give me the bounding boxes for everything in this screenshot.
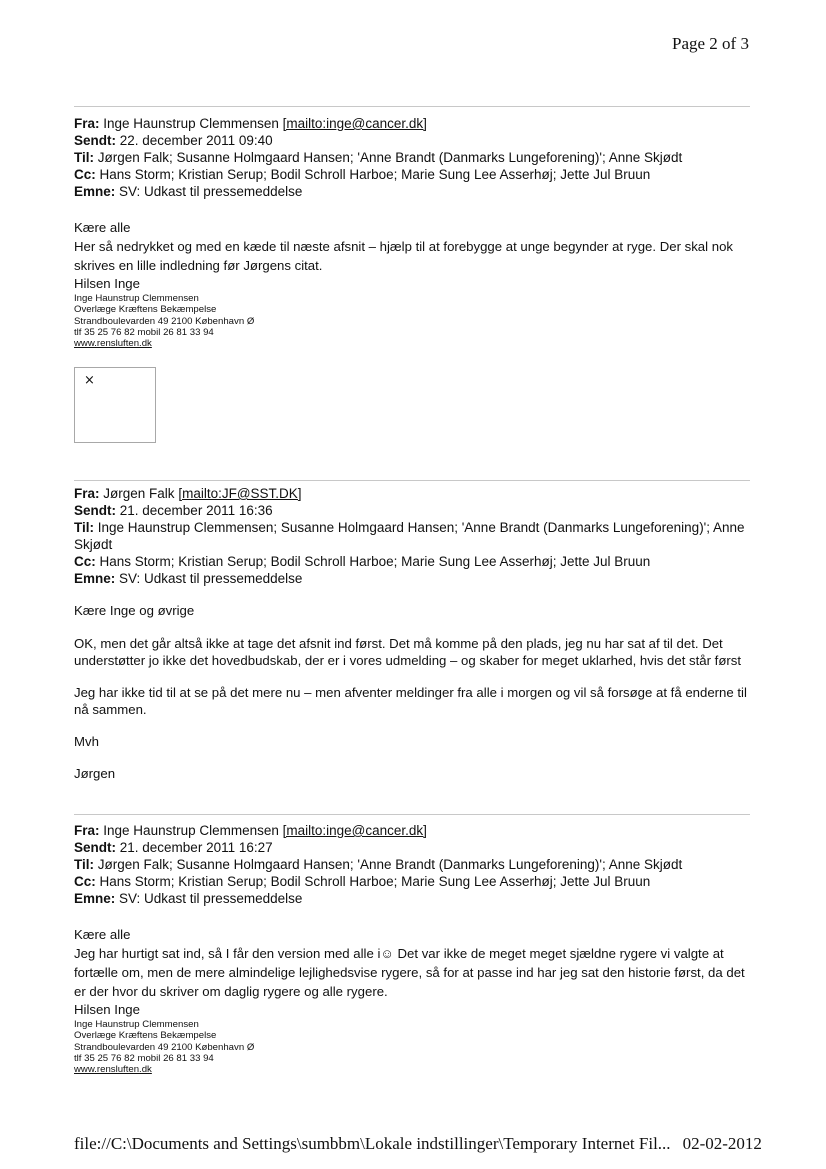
email-separator <box>74 814 750 815</box>
sender-name: Jørgen <box>74 766 116 781</box>
from-value: Inge Haunstrup Clemmensen <box>103 116 279 131</box>
to-line <box>74 149 754 166</box>
from-label: Fra: <box>74 116 100 131</box>
to-value: Jørgen Falk; Susanne Holmgaard Hansen; 'Anne Brandt (Danmarks Lungeforening)'; Anne Skjødt <box>97 150 683 165</box>
signature-web-link[interactable]: www.rensluften.dk <box>74 1064 152 1076</box>
from-value: Jørgen Falk <box>103 486 175 501</box>
from-mailto-link[interactable]: [mailto:inge@cancer.dk] <box>282 823 427 838</box>
email-header <box>74 485 754 587</box>
to-label: Til: <box>74 857 94 872</box>
sent-label: Sendt: <box>74 840 116 855</box>
from-line <box>74 485 754 502</box>
email-body <box>74 602 754 782</box>
from-line <box>74 115 754 132</box>
signature-title: Overlæge Kræftens Bekæmpelse <box>74 1030 217 1042</box>
greeting: Kære Inge og øvrige <box>74 603 195 618</box>
page-footer <box>74 1134 762 1154</box>
sent-value: 22. december 2011 09:40 <box>119 133 273 148</box>
subject-line <box>74 183 754 200</box>
from-label: Fra: <box>74 486 100 501</box>
from-mailto-link[interactable]: [mailto:inge@cancer.dk] <box>282 116 427 131</box>
email-body <box>74 218 754 292</box>
closing: Hilsen Inge <box>74 276 140 291</box>
from-label: Fra: <box>74 823 100 838</box>
footer-path: file://C:\Documents and Settings\sumbbm\Lokale indstillinger\Temporary Internet Fil... <box>74 1134 671 1153</box>
closing: Mvh <box>74 734 99 749</box>
signature-title: Overlæge Kræftens Bekæmpelse <box>74 304 217 316</box>
signature-web-link[interactable]: www.rensluften.dk <box>74 338 152 350</box>
cc-label: Cc: <box>74 167 96 182</box>
sent-line <box>74 132 754 149</box>
signature-address: Strandboulevarden 49 2100 København Ø <box>74 1041 255 1053</box>
cc-line <box>74 553 754 570</box>
subject-label: Emne: <box>74 891 116 906</box>
broken-image-placeholder <box>74 367 156 443</box>
sent-label: Sendt: <box>74 503 116 518</box>
to-line <box>74 856 754 873</box>
greeting: Kære alle <box>74 220 131 235</box>
sent-line <box>74 839 754 856</box>
cc-label: Cc: <box>74 554 96 569</box>
sent-line <box>74 502 754 519</box>
signature-name: Inge Haunstrup Clemmensen <box>74 293 199 304</box>
signature <box>74 1019 254 1075</box>
broken-image-icon: × <box>84 373 95 388</box>
from-mailto-link[interactable]: [mailto:JF@SST.DK] <box>178 486 302 501</box>
greeting: Kære alle <box>74 927 131 942</box>
cc-label: Cc: <box>74 874 96 889</box>
email-body <box>74 925 754 1018</box>
cc-line <box>74 166 754 183</box>
to-label: Til: <box>74 150 94 165</box>
email-header <box>74 115 754 200</box>
to-line <box>74 519 754 553</box>
subject-label: Emne: <box>74 184 116 199</box>
sent-value: 21. december 2011 16:36 <box>119 503 273 518</box>
to-value: Jørgen Falk; Susanne Holmgaard Hansen; 'Anne Brandt (Danmarks Lungeforening)'; Anne Skjødt <box>97 857 683 872</box>
from-value: Inge Haunstrup Clemmensen <box>103 823 279 838</box>
signature-phone: tlf 35 25 76 82 mobil 26 81 33 94 <box>74 1052 214 1064</box>
subject-label: Emne: <box>74 571 116 586</box>
body-text: Jeg har hurtigt sat ind, så I får den version med alle i☺ Det var ikke de meget meget sjældne rygere vi valgte at fortælle om, men de mere almindelige lejlighedsvise rygere, så for at passe ind har jeg sat den historie først, da det er der hvor du skriver om daglig rygere og alle rygere. <box>74 946 745 999</box>
closing: Hilsen Inge <box>74 1002 140 1017</box>
cc-value: Hans Storm; Kristian Serup; Bodil Schroll Harboe; Marie Sung Lee Asserhøj; Jette Jul Bruun <box>99 554 651 569</box>
to-value: Inge Haunstrup Clemmensen; Susanne Holmgaard Hansen; 'Anne Brandt (Danmarks Lungeforening)'; Anne Skjødt <box>74 520 745 552</box>
body-text: Her så nedrykket og med en kæde til næste afsnit – hjælp til at forebygge at unge begynder at ryge. Der skal nok skrives en lille indledning før Jørgens citat. <box>74 239 734 273</box>
paragraph: OK, men det går altså ikke at tage det afsnit ind først. Det må komme på den plads, jeg nu har sat af til det. Det understøtter jo ikke det hovedbudskab, der er i vores udmelding – og skaber for meget uklarhed, hvis det står først <box>74 636 742 668</box>
from-line <box>74 822 754 839</box>
cc-line <box>74 873 754 890</box>
signature-phone: tlf 35 25 76 82 mobil 26 81 33 94 <box>74 326 214 338</box>
sent-label: Sendt: <box>74 133 116 148</box>
signature-name: Inge Haunstrup Clemmensen <box>74 1019 199 1030</box>
subject-value: SV: Udkast til pressemeddelse <box>119 891 303 906</box>
sent-value: 21. december 2011 16:27 <box>119 840 273 855</box>
cc-value: Hans Storm; Kristian Serup; Bodil Schroll Harboe; Marie Sung Lee Asserhøj; Jette Jul Bruun <box>99 874 651 889</box>
subject-value: SV: Udkast til pressemeddelse <box>119 184 303 199</box>
signature-address: Strandboulevarden 49 2100 København Ø <box>74 315 255 327</box>
paragraph: Jeg har ikke tid til at se på det mere nu – men afventer meldinger fra alle i morgen og vil så forsøge at få enderne til nå sammen. <box>74 685 747 717</box>
subject-line <box>74 890 754 907</box>
cc-value: Hans Storm; Kristian Serup; Bodil Schroll Harboe; Marie Sung Lee Asserhøj; Jette Jul Bruun <box>99 167 651 182</box>
email-separator <box>74 480 750 481</box>
email-header <box>74 822 754 907</box>
signature <box>74 293 254 349</box>
to-label: Til: <box>74 520 94 535</box>
email-separator <box>74 106 750 107</box>
footer-date: 02-02-2012 <box>682 1134 762 1153</box>
page-number: Page 2 of 3 <box>672 34 749 53</box>
subject-line <box>74 570 754 587</box>
subject-value: SV: Udkast til pressemeddelse <box>119 571 303 586</box>
